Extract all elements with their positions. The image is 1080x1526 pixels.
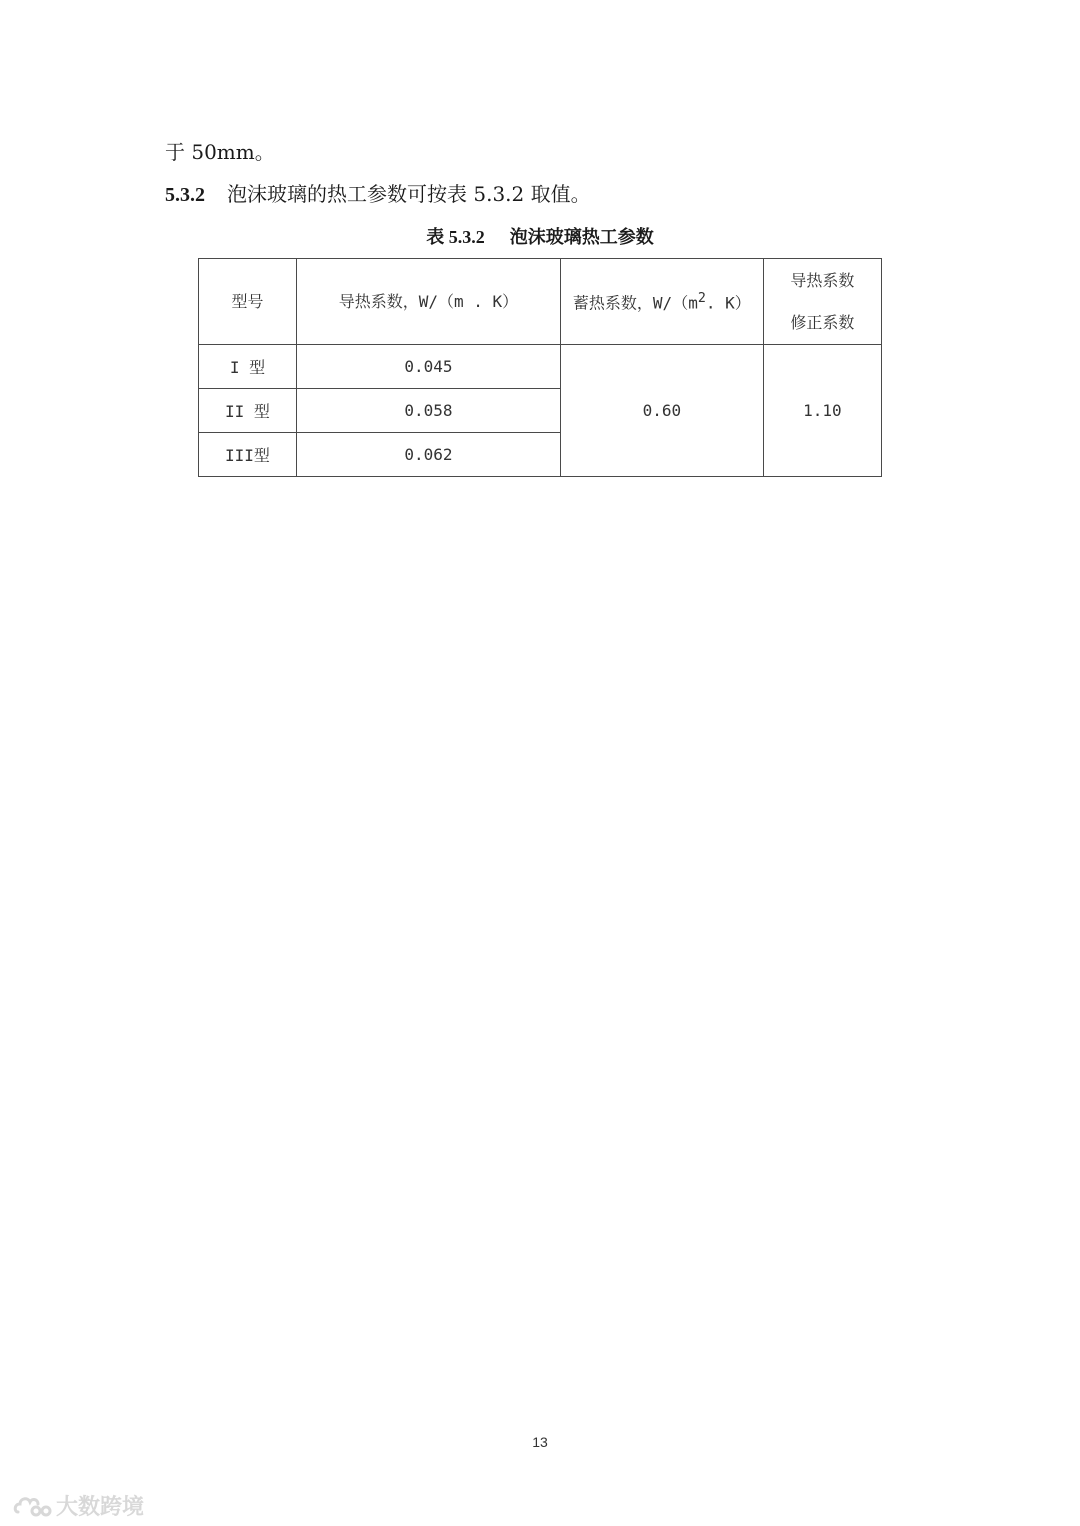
cell-correction-value: 1.10 — [763, 345, 881, 477]
header-storage — [560, 259, 763, 345]
table-caption — [0, 224, 1080, 251]
watermark — [12, 1490, 144, 1521]
header-correction — [763, 259, 881, 345]
clause-paragraph — [165, 180, 591, 209]
cloud-logo-icon — [12, 1492, 52, 1520]
thermal-parameters-table — [198, 258, 882, 477]
header-type: 型号 — [199, 259, 297, 345]
cell-storage-value: 0.60 — [560, 345, 763, 477]
table-caption-title: 泡沫玻璃热工参数 — [509, 227, 654, 248]
header-conductivity: 导热系数，W/（m . K） — [296, 259, 560, 345]
header-correction-line2: 修正系数 — [790, 312, 855, 332]
table-header-row — [199, 259, 882, 345]
header-storage-sup: 2 — [697, 291, 706, 307]
clause-text: 泡沫玻璃的热工参数可按表 5.3.2 取值。 — [227, 182, 591, 206]
cell-conductivity: 0.062 — [296, 433, 560, 477]
header-storage-prefix: 蓄热系数，W/（m — [572, 293, 698, 313]
page-number: 13 — [532, 1434, 548, 1450]
cell-type: II 型 — [199, 389, 297, 433]
header-storage-suffix: . K） — [705, 293, 751, 313]
cell-type: I 型 — [199, 345, 297, 389]
watermark-text: 大数跨境 — [56, 1495, 145, 1520]
table-caption-number: 表 5.3.2 — [426, 227, 485, 247]
clause-number: 5.3.2 — [165, 184, 205, 206]
continued-text-line: 于 50mm。 — [165, 140, 275, 164]
cell-type: III型 — [199, 433, 297, 477]
header-correction-line1: 导热系数 — [790, 270, 855, 290]
cell-conductivity: 0.058 — [296, 389, 560, 433]
table-row — [199, 345, 882, 389]
cell-conductivity: 0.045 — [296, 345, 560, 389]
